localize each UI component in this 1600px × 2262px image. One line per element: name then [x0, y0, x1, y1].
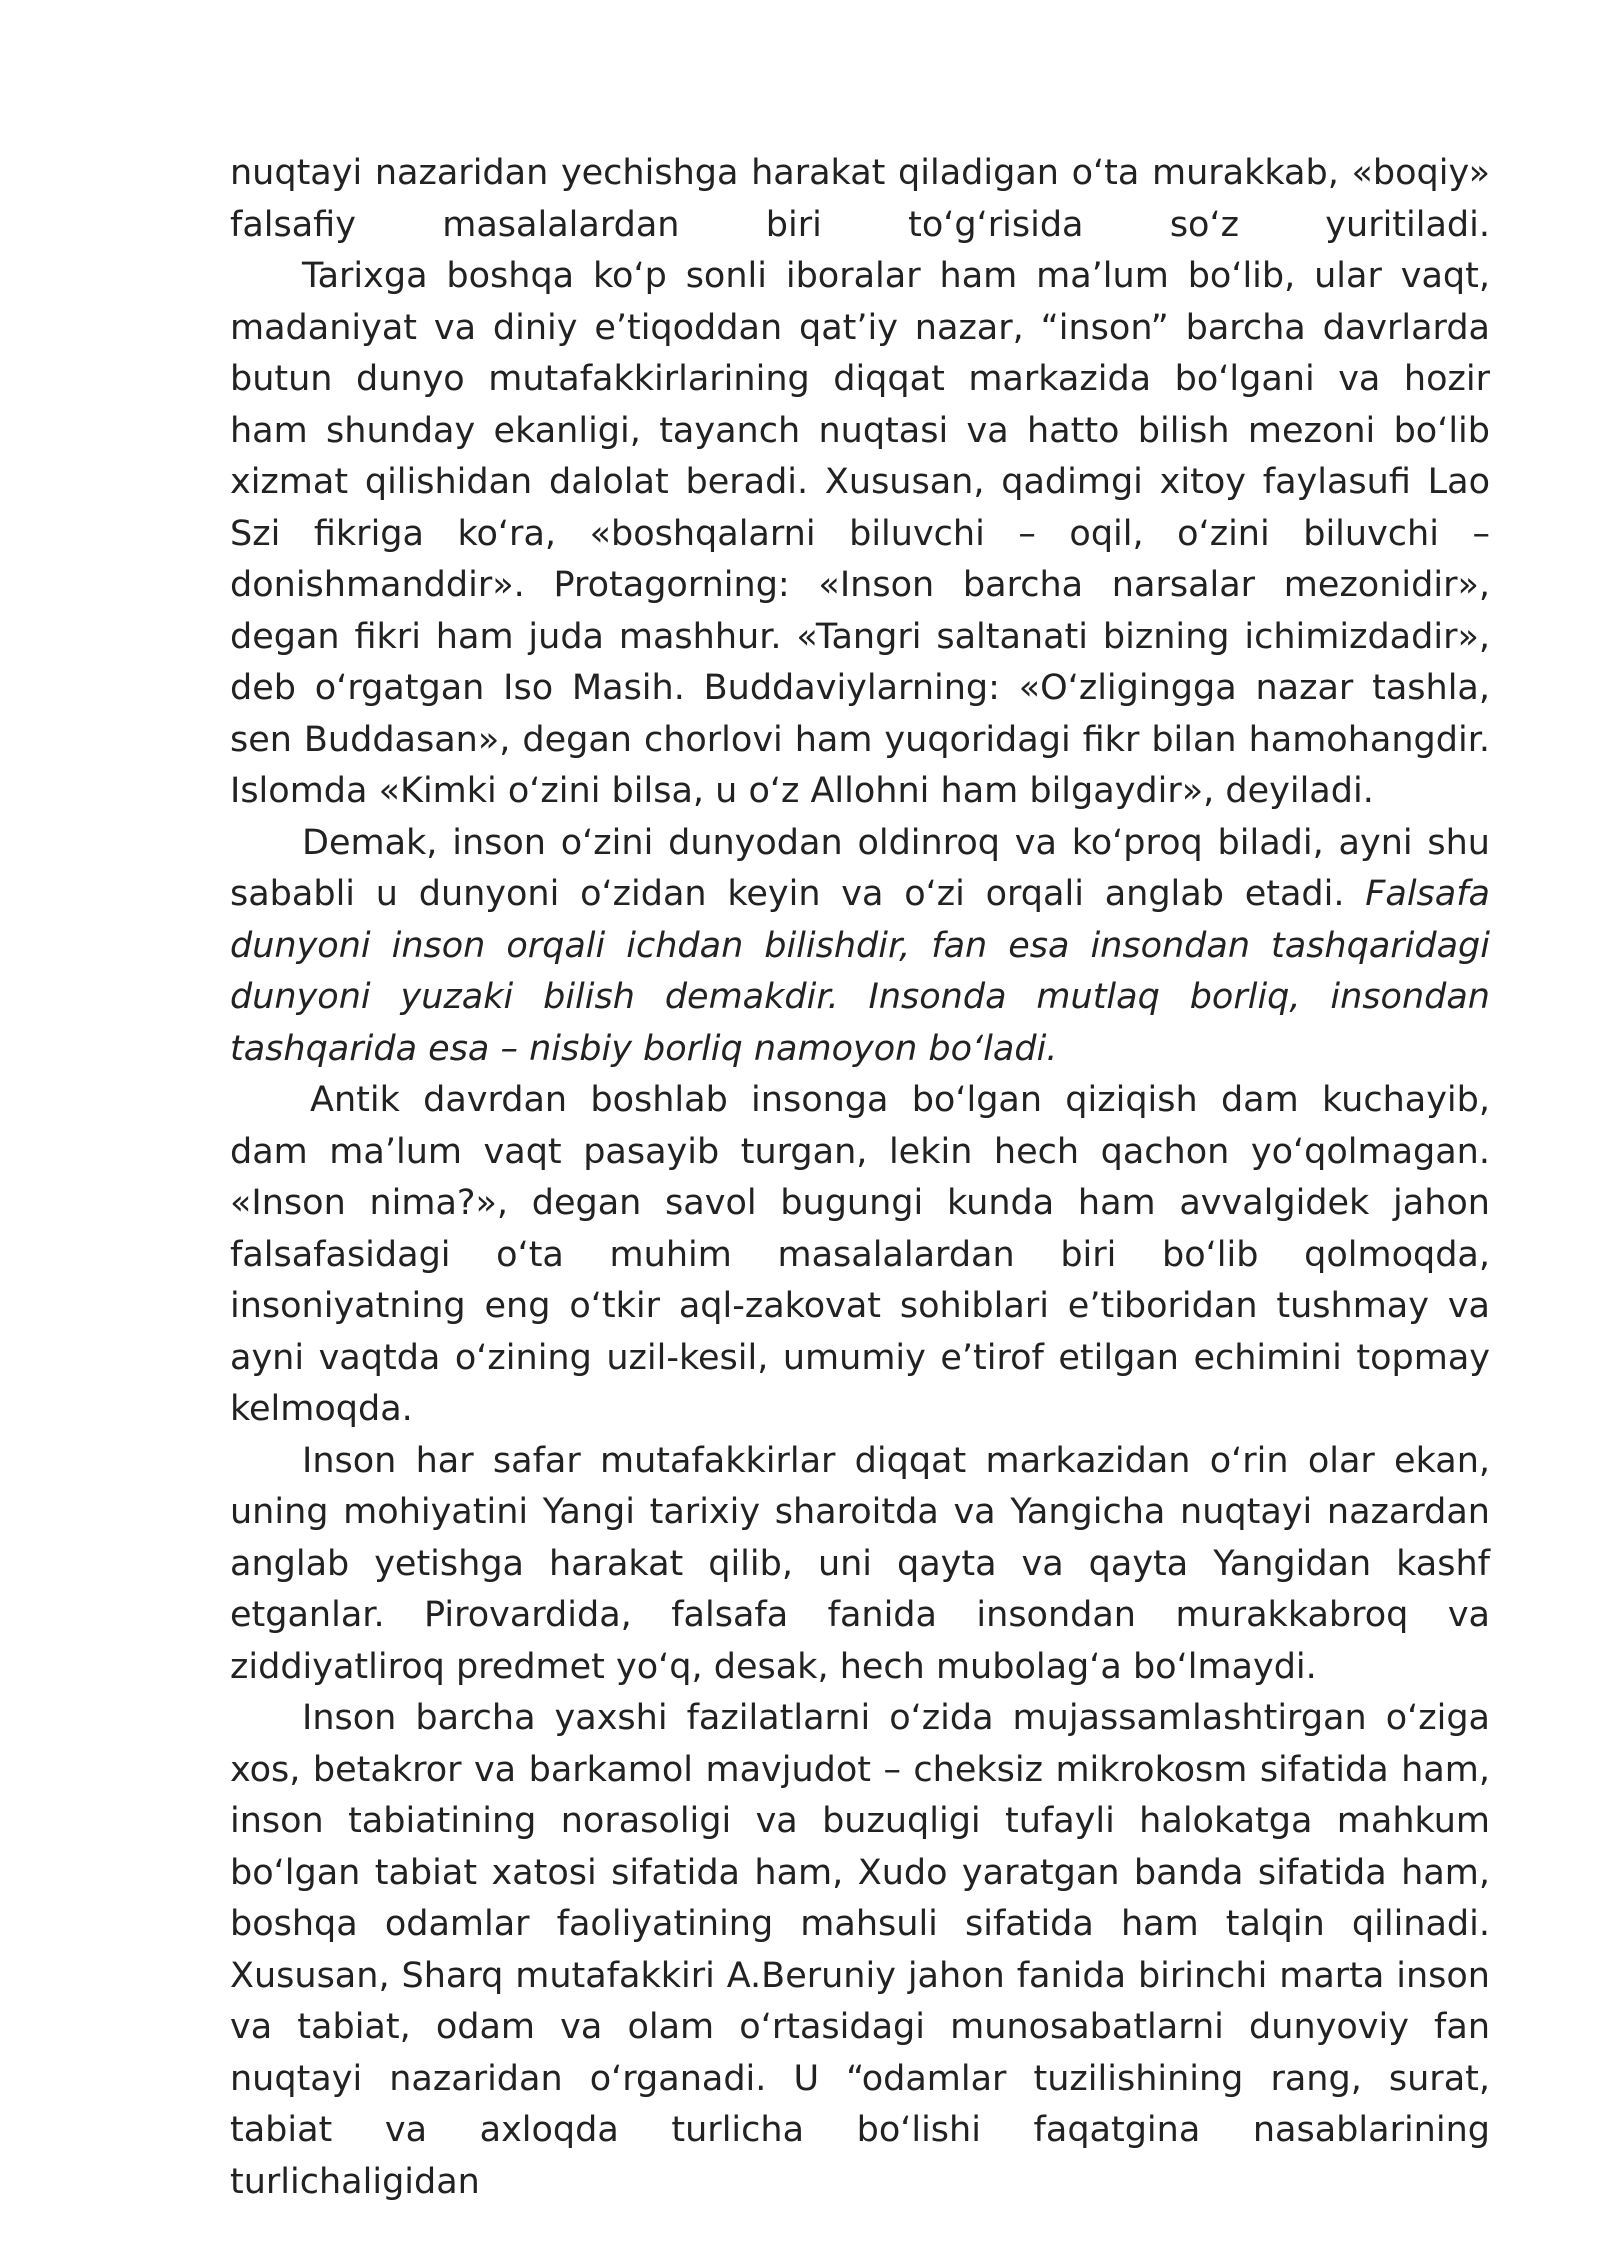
paragraph-5: Inson har safar mutafakkirlar diqqat markazidan o‘rin olar ekan, uning mohiyatini Yangi tarixiy sharoitda va Yangicha nuqtayi nazardan anglab yetishga harakat qilib, uni qayta va qayta Yangidan kashf etganlar. Pirovardida, falsafa fanida insondan murakkabroq va ziddiyatliroq predmet yo‘q, desak, hech mubolag‘a bo‘lmaydi.: [230, 1440, 1490, 1687]
paragraph-1: nuqtayi nazaridan yechishga harakat qiladigan o‘ta murakkab, «boqiy» falsafiy masalalardan biri to‘g‘risida so‘z yuritiladi.: [230, 153, 1490, 245]
paragraph-3-italic: Falsafa dunyoni inson orqali ichdan bilishdir, fan esa insondan tashqaridagi dunyoni yuzaki bilish demakdir. Insonda mutlaq borliq, insondan tashqarida esa – nisbiy borliq namoyon bo‘ladi.: [230, 874, 1490, 1069]
paragraph-2: Tarixga boshqa ko‘p sonli iboralar ham ma’lum bo‘lib, ular vaqt, madaniyat va diniy e’tiqoddan qat’iy nazar, “inson” barcha davrlarda butun dunyo mutafakkirlarining diqqat markazida bo‘lgani va hozir ham shunday ekanligi, tayanch nuqtasi va hatto bilish mezoni bo‘lib xizmat qilishidan dalolat beradi. Xususan, qadimgi xitoy faylasufi Lao Szi fikriga ko‘ra, «boshqalarni biluvchi – oqil, o‘zini biluvchi – donishmanddir». Protagorning: «Inson barcha narsalar mezonidir», degan fikri ham juda mashhur. «Tangri saltanati bizning ichimizdadir», deb o‘rgatgan Iso Masih. Buddaviylarning: «O‘zligingga nazar tashla, sen Buddasan», degan chorlovi ham yuqoridagi fikr bilan hamohangdir. Islomda «Kimki o‘zini bilsa, u o‘z Allohni ham bilgaydir», deyiladi.: [230, 256, 1490, 811]
paragraph-3-regular: Demak, inson o‘zini dunyodan oldinroq va ko‘proq biladi, ayni shu sababli u dunyoni o‘zidan keyin va o‘zi orqali anglab etadi.: [230, 822, 1490, 914]
paragraph-4: Antik davrdan boshlab insonga bo‘lgan qiziqish dam kuchayib, dam ma’lum vaqt pasayib turgan, lekin hech qachon yo‘qolmagan. «Inson nima?», degan savol bugungi kunda ham avvalgidek jahon falsafasidagi o‘ta muhim masalalardan biri bo‘lib qolmoqda, insoniyatning eng o‘tkir aql-zakovat sohiblari e’tiboridan tushmay va ayni vaqtda o‘zining uzil-kesil, umumiy e’tirof etilgan echimini topmay kelmoqda.: [230, 1080, 1490, 1429]
paragraph-6: Inson barcha yaxshi fazilatlarni o‘zida mujassamlashtirgan o‘ziga xos, betakror va barkamol mavjudot – cheksiz mikrokosm sifatida ham, inson tabiatining norasoligi va buzuqligi tufayli halokatga mahkum bo‘lgan tabiat xatosi sifatida ham, Xudo yaratgan banda sifatida ham, boshqa odamlar faoliyatining mahsuli sifatida ham talqin qilinadi. Xususan, Sharq mutafakkiri A.Beruniy jahon fanida birinchi marta inson va tabiat, odam va olam o‘rtasidagi munosabatlarni dunyoviy fan nuqtayi nazaridan o‘rganadi. U “odamlar tuzilishining rang, surat, tabiat va axloqda turlicha bo‘lishi faqatgina nasablarining turlichaligidan: [230, 1698, 1490, 2202]
document-page: [230, 148, 1490, 2208]
paragraph-3: [230, 818, 1490, 1076]
